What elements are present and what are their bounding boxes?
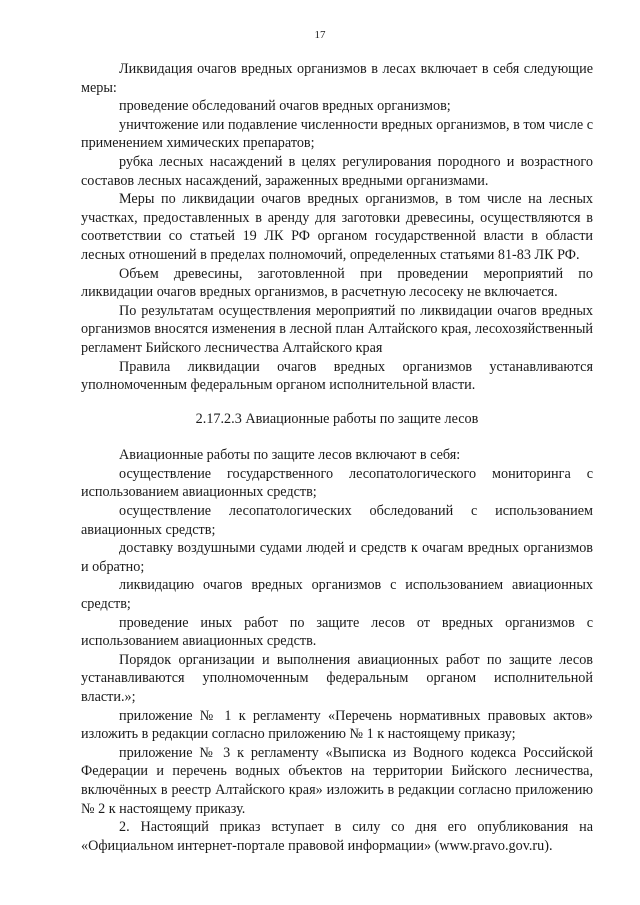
paragraph: Авиационные работы по защите лесов включают в себя: — [119, 447, 461, 464]
document-body — [81, 60, 593, 855]
paragraph: проведение обследований очагов вредных организмов; — [119, 98, 451, 115]
paragraph: ликвидацию очагов вредных организмов с использованием авиационных средств; — [81, 577, 593, 613]
paragraph: осуществление лесопатологических обследований с использованием авиационных средств; — [81, 503, 593, 538]
paragraph: По результатам осуществления мероприятий по ликвидации очагов вредных организмов вносятся изменения в лесной план Алтайского края, лесохозяйственный регламент Бийского лесничества Алтайского края — [81, 302, 593, 356]
page-number: 17 — [314, 29, 326, 41]
paragraph: рубка лесных насаждений в целях регулирования породного и возрастного составов лесных насаждений, зараженных вредными организмами. — [81, 153, 593, 189]
paragraph: Меры по ликвидации очагов вредных организмов, в том числе на лесных участках, предоставленных в аренду для заготовки древесины, осуществляются в соответствии со статьей 19 ЛК РФ органом государственной власти в области лесных отношений в пределах полномочий, определенных статьями 81-83 ЛК РФ. — [81, 191, 593, 263]
paragraph: Порядок организации и выполнения авиационных работ по защите лесов устанавливаются уполномоченным федеральным органом исполнительной власти.»; — [81, 651, 593, 705]
paragraph: уничтожение или подавление численности вредных организмов, в том числе с применением химических препаратов; — [81, 116, 593, 152]
paragraph: приложение № 1 к регламенту «Перечень нормативных правовых актов» изложить в редакции согласно приложению № 1 к настоящему приказу; — [81, 707, 593, 743]
paragraph: Объем древесины, заготовленной при проведении мероприятий по ликвидации очагов вредных организмов, в расчетную лесосеку не включается. — [81, 265, 593, 301]
paragraph: проведение иных работ по защите лесов от вредных организмов с использованием авиационных средств. — [81, 614, 593, 650]
paragraph: Ликвидация очагов вредных организмов в лесах включает в себя следующие меры: — [81, 61, 593, 96]
paragraph: приложение № 3 к регламенту «Выписка из Водного кодекса Российской Федерации и перечень водных объектов на территории Бийского лесничества, включённых в реестр Алтайского края» изложить в редакции согласно приложению № 2 к настоящему приказу. — [81, 744, 593, 817]
section-heading: 2.17.2.3 Авиационные работы по защите лесов — [195, 410, 479, 427]
paragraph: 2. Настоящий приказ вступает в силу со дня его опубликования на «Официальном интернет-портале правовой информации» (www.pravo.gov.ru). — [81, 819, 593, 854]
paragraph: осуществление государственного лесопатологического мониторинга с использованием авиационных средств; — [81, 465, 593, 501]
paragraph: Правила ликвидации очагов вредных организмов устанавливаются уполномоченным федеральным органом исполнительной власти. — [81, 358, 593, 394]
paragraph: доставку воздушными судами людей и средств к очагам вредных организмов и обратно; — [81, 540, 593, 575]
